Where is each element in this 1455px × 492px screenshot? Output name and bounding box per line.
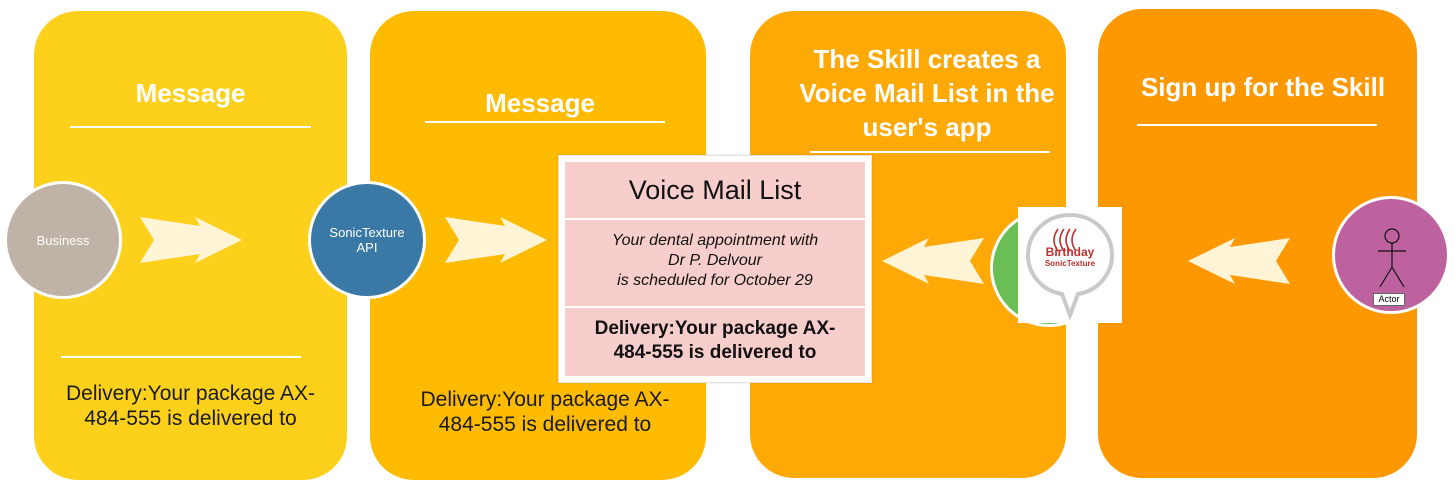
panel-4-title: Sign up for the Skill bbox=[1140, 72, 1386, 102]
panel-3-top-rule bbox=[810, 151, 1050, 153]
panel-2-top-rule bbox=[425, 121, 665, 123]
panel-1-body: Delivery:Your package AX- 484-555 is delivered to bbox=[65, 382, 316, 430]
panel-1-bottom-rule bbox=[61, 356, 301, 358]
panel-3-title: The Skill creates a Voice Mail List in the user's app bbox=[799, 44, 1055, 142]
voice-mail-delivery-item: Delivery:Your package AX- 484-555 is delivered to bbox=[565, 308, 865, 376]
voice-mail-list-title: Voice Mail List bbox=[565, 162, 865, 218]
voice-mail-list-card bbox=[558, 155, 872, 383]
panel-2-title: Message bbox=[485, 88, 595, 118]
stick-figure-icon bbox=[1372, 227, 1412, 293]
panel-1-top-rule bbox=[70, 126, 311, 128]
panel-2-body: Delivery:Your package AX- 484-555 is delivered to bbox=[420, 388, 670, 436]
logo-text-sonictexture: SonicTexture bbox=[1044, 259, 1096, 268]
sonictexture-api-node: SonicTexture API bbox=[308, 181, 426, 299]
voice-mail-appointment-item: Your dental appointment with Dr P. Delvour is scheduled for October 29 bbox=[565, 220, 865, 306]
panel-4-top-rule bbox=[1137, 124, 1377, 126]
business-node: Business bbox=[4, 181, 122, 299]
panel-1-title: Message bbox=[135, 78, 246, 108]
arrow-left-icon bbox=[882, 238, 984, 284]
arrow-left-icon bbox=[1188, 238, 1290, 284]
arrow-right-icon bbox=[445, 217, 547, 263]
logo-text-birthday: Birthday bbox=[1045, 245, 1095, 259]
actor-label: Actor bbox=[1373, 293, 1405, 306]
birthday-sonictexture-logo bbox=[1018, 207, 1122, 323]
arrow-right-icon bbox=[140, 217, 242, 263]
